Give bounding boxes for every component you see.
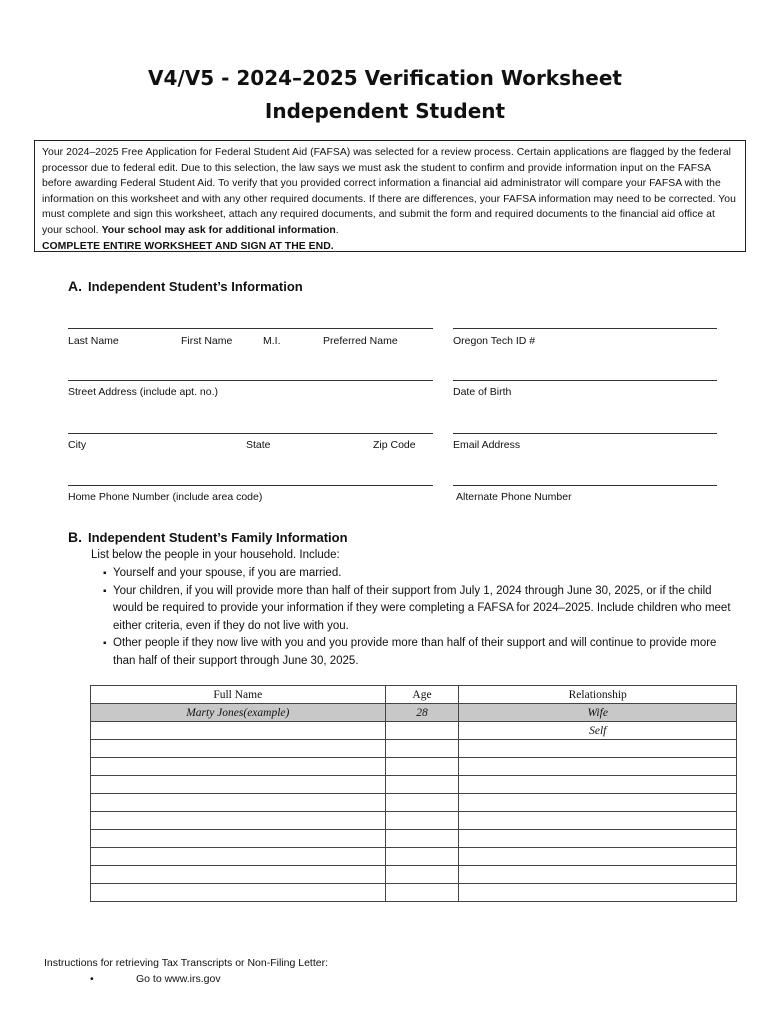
name-cell[interactable] — [91, 848, 386, 866]
transcript-instructions: Instructions for retrieving Tax Transcripts or Non-Filing Letter: — [44, 957, 328, 969]
street-address-label: Street Address (include apt. no.) — [68, 386, 218, 398]
relationship-header: Relationship — [459, 686, 737, 704]
age-cell[interactable] — [385, 794, 459, 812]
relationship-cell[interactable] — [459, 866, 737, 884]
age-cell[interactable] — [385, 866, 459, 884]
section-a-letter: A. — [68, 278, 82, 294]
oregon-tech-id-line[interactable] — [453, 328, 717, 329]
alt-phone-line[interactable] — [453, 485, 717, 486]
table-row[interactable] — [91, 884, 737, 902]
intro-bold-tail: . — [335, 224, 339, 236]
bullet-item: ▪ Your children, if you will provide more than half of their support from July 1, 2024 through June 30, 2025, or if the child would be required to provide your information if they were completing a FAFSA for 2024–2025. Include children who meet either criteria, even if they do not live with you. — [103, 583, 739, 636]
section-b-heading — [68, 529, 348, 545]
section-a-title: Independent Student’s Information — [88, 279, 303, 294]
complete-notice: COMPLETE ENTIRE WORKSHEET AND SIGN AT THE END. — [42, 240, 334, 252]
irs-step: Go to www.irs.gov — [136, 973, 221, 985]
bullet-item: ▪ Other people if they now live with you and you provide more than half of their support and will continue to provide more than half of their support through June 30, 2025. — [103, 635, 739, 670]
street-address-line[interactable] — [68, 380, 433, 381]
self-relationship-cell: Self — [459, 722, 737, 740]
table-row[interactable] — [91, 848, 737, 866]
age-cell[interactable] — [385, 848, 459, 866]
alt-phone-label: Alternate Phone Number — [456, 491, 572, 503]
city-label: City — [68, 439, 87, 451]
relationship-cell[interactable] — [459, 884, 737, 902]
relationship-cell[interactable] — [459, 758, 737, 776]
table-row[interactable] — [91, 830, 737, 848]
intro-text: Your 2024–2025 Free Application for Federal Student Aid (FAFSA) was selected for a review process. Certain applications are flagged by the federal processor due to federal edit. Due to this selection, the law says we must ask the student to confirm and provide information input on the FAFSA before awarding Federal Student Aid. To verify that you provided correct information a financial aid administrator will compare your FAFSA with the information on this worksheet and with any other required documents. If there are differences, your FAFSA information may need to be corrected. You must complete and sign this worksheet, attach any required documents, and submit the form and required documents to the financial aid office at your school. — [42, 147, 736, 236]
zip-code-label: Zip Code — [373, 439, 416, 451]
worksheet-title: V4/V5 - 2024–2025 Verification Worksheet — [148, 66, 622, 90]
section-a-heading — [68, 278, 303, 294]
age-header: Age — [385, 686, 459, 704]
date-of-birth-label: Date of Birth — [453, 386, 512, 398]
home-phone-label: Home Phone Number (include area code) — [68, 491, 263, 503]
table-row[interactable] — [91, 758, 737, 776]
example-relationship: Wife — [459, 704, 737, 722]
relationship-cell[interactable] — [459, 812, 737, 830]
relationship-cell[interactable] — [459, 830, 737, 848]
intro-bold-sentence: Your school may ask for additional information — [101, 224, 336, 236]
household-bullets — [103, 565, 739, 670]
self-row[interactable] — [91, 722, 737, 740]
household-table — [90, 685, 737, 902]
section-b-title: Independent Student’s Family Information — [88, 530, 348, 545]
age-cell[interactable] — [385, 884, 459, 902]
example-name: Marty Jones(example) — [91, 704, 386, 722]
table-header-row — [91, 686, 737, 704]
table-row[interactable] — [91, 740, 737, 758]
city-state-zip-line[interactable] — [68, 433, 433, 434]
name-cell[interactable] — [91, 794, 386, 812]
example-age: 28 — [385, 704, 459, 722]
example-row — [91, 704, 737, 722]
table-row[interactable] — [91, 794, 737, 812]
bullet-dot: • — [90, 973, 94, 985]
name-cell[interactable] — [91, 830, 386, 848]
oregon-tech-id-label: Oregon Tech ID # — [453, 335, 536, 347]
age-cell[interactable] — [385, 758, 459, 776]
age-cell[interactable] — [385, 740, 459, 758]
age-cell[interactable] — [385, 830, 459, 848]
last-name-label: Last Name — [68, 335, 119, 347]
state-label: State — [246, 439, 271, 451]
relationship-cell[interactable] — [459, 740, 737, 758]
email-label: Email Address — [453, 439, 521, 451]
bullet-item: ▪ Yourself and your spouse, if you are married. — [103, 565, 739, 583]
table-row[interactable] — [91, 776, 737, 794]
name-cell[interactable] — [91, 758, 386, 776]
intro-box — [34, 140, 746, 252]
household-lead: List below the people in your household. Include: — [91, 549, 340, 561]
full-name-header: Full Name — [91, 686, 386, 704]
age-cell[interactable] — [385, 812, 459, 830]
mi-label: M.I. — [263, 335, 281, 347]
name-line[interactable] — [68, 328, 433, 329]
worksheet-subtitle: Independent Student — [264, 99, 506, 123]
name-cell[interactable] — [91, 866, 386, 884]
name-cell[interactable] — [91, 776, 386, 794]
table-row[interactable] — [91, 812, 737, 830]
preferred-name-label: Preferred Name — [323, 335, 398, 347]
table-row[interactable] — [91, 866, 737, 884]
name-cell[interactable] — [91, 884, 386, 902]
email-line[interactable] — [453, 433, 717, 434]
name-cell[interactable] — [91, 812, 386, 830]
date-of-birth-line[interactable] — [453, 380, 717, 381]
section-b-letter: B. — [68, 529, 82, 545]
relationship-cell[interactable] — [459, 848, 737, 866]
self-name-cell[interactable] — [91, 722, 386, 740]
relationship-cell[interactable] — [459, 794, 737, 812]
age-cell[interactable] — [385, 776, 459, 794]
self-age-cell[interactable] — [385, 722, 459, 740]
home-phone-line[interactable] — [68, 485, 433, 486]
name-cell[interactable] — [91, 740, 386, 758]
relationship-cell[interactable] — [459, 776, 737, 794]
first-name-label: First Name — [181, 335, 233, 347]
